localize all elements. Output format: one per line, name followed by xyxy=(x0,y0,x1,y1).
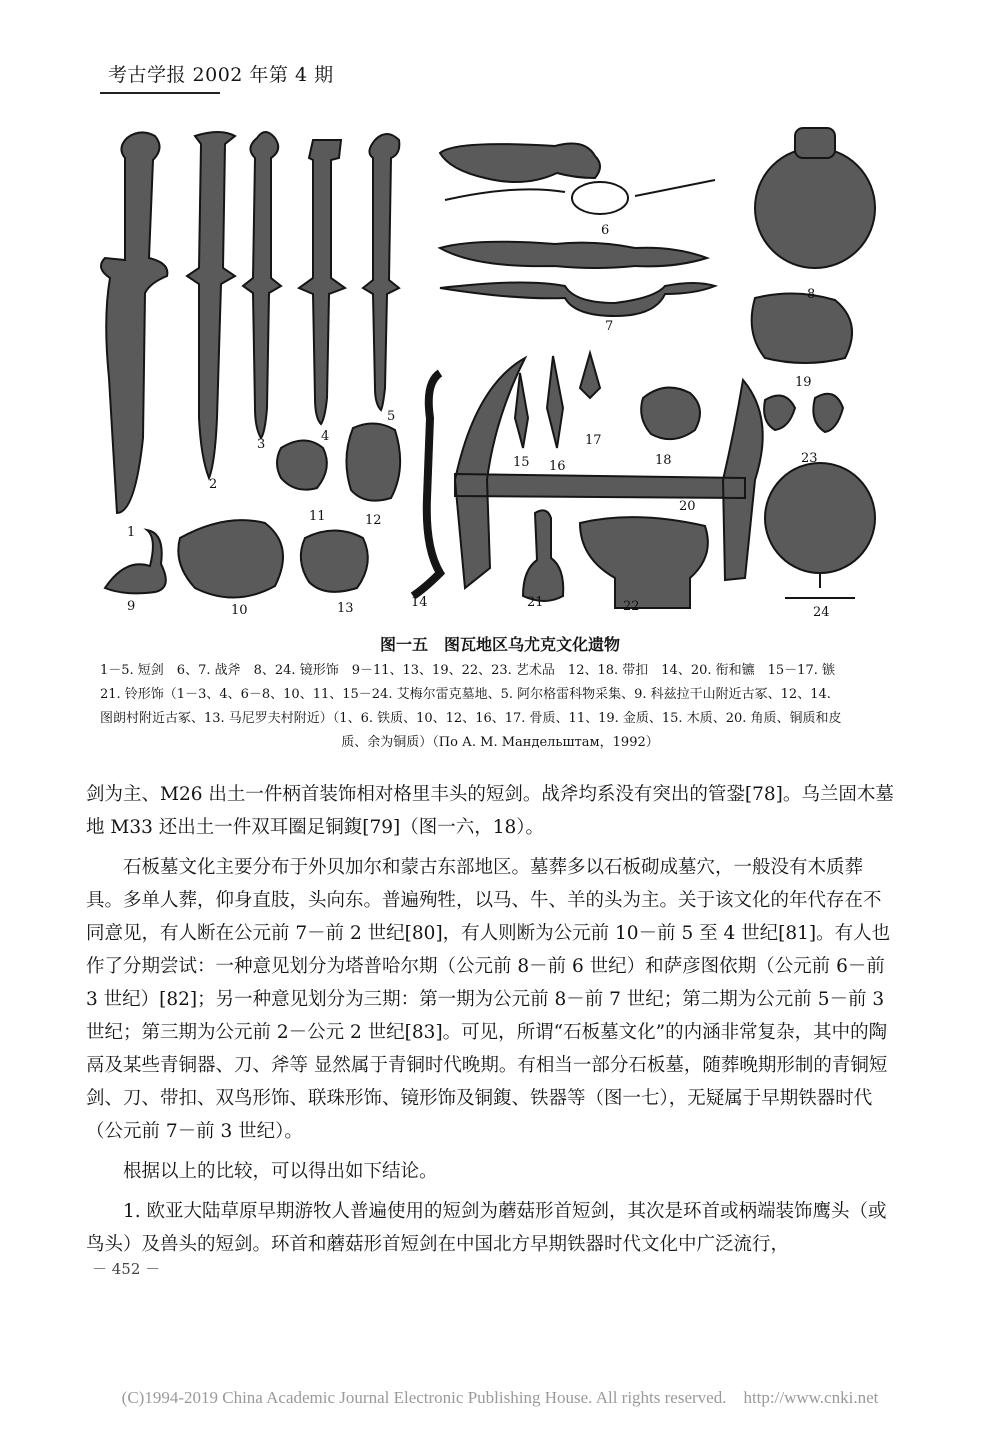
animal-11-drawing xyxy=(277,441,327,490)
bell-21-drawing xyxy=(523,510,563,601)
fig-label: 19 xyxy=(795,375,812,390)
fig-label: 1 xyxy=(127,525,136,540)
fig-label: 24 xyxy=(813,605,830,618)
fig-label: 16 xyxy=(549,459,566,474)
finial-22-drawing xyxy=(580,517,708,608)
fig-label: 9 xyxy=(127,599,136,614)
fig-label: 14 xyxy=(411,595,428,610)
dagger-5-drawing xyxy=(363,134,399,410)
fig-label: 21 xyxy=(527,595,544,610)
figure-caption xyxy=(100,659,900,755)
mirror-24-drawing xyxy=(765,463,875,573)
dagger-2-drawing xyxy=(187,132,235,478)
artifact-illustration xyxy=(95,118,895,618)
fig-label: 3 xyxy=(257,437,266,452)
axe-7-head-drawing xyxy=(440,282,715,316)
arrowhead-17-drawing xyxy=(580,353,600,398)
fig-label: 6 xyxy=(601,223,610,238)
fig-label: 8 xyxy=(807,287,816,302)
fig-label: 18 xyxy=(655,453,672,468)
paragraph: 石板墓文化主要分布于外贝加尔和蒙古东部地区。墓葬多以石板砌成墓穴，一般没有木质葬具。多单人葬，仰身直肢，头向东。普遍殉牲，以马、牛、羊的头为主。关于该文化的年代存在不同意见，有人断在公元前 7－前 2 世纪[80]，有人则断为公元前 10－前 5 至 4 世纪[81]。有人也作了分期尝试：一种意见划分为塔普哈尔期（公元前 8－前 6 世纪）和萨彦图依期（公元前 6－前 3 世纪）[82]；另一种意见划分为三期：第一期为公元前 8－前 7 世纪；第二期为公元前 5－前 3 世纪；第三期为公元前 2－公元 2 世纪[83]。可见，所谓“石板墓文化”的内涵非常复杂，其中的陶鬲及某些青铜器、刀、斧等 显然属于青铜时代晚期。有相当一部分石板墓，随葬晚期形制的青铜短剑、刀、带扣、双鸟形饰、联珠形饰、镜形饰及铜鍑、铁器等（图一七），无疑属于早期铁器时代（公元前 7－前 3 世纪）。 xyxy=(86,857,891,1142)
paragraph: 剑为主、M26 出土一件柄首装饰相对格里丰头的短剑。战斧均系没有突出的管銎[78]。乌兰固木墓地 M33 还出土一件双耳圈足铜鍑[79]（图一六，18）。 xyxy=(86,784,894,838)
page-number: － 452 － xyxy=(92,1260,161,1278)
dagger-3-drawing xyxy=(243,132,281,438)
fig-label: 15 xyxy=(513,455,530,470)
artifact-figure xyxy=(95,118,895,618)
bit-14-drawing xyxy=(413,373,440,596)
animal-heads-23-drawing xyxy=(764,394,843,432)
running-header: 考古学报 2002 年第 4 期 xyxy=(108,64,334,86)
body-text xyxy=(86,778,896,1261)
axe-7-drawing xyxy=(440,242,707,268)
fig-label: 10 xyxy=(231,603,248,618)
paragraph: 根据以上的比较，可以得出如下结论。 xyxy=(123,1161,438,1182)
fig-label: 11 xyxy=(309,509,326,524)
arrowhead-16-drawing xyxy=(547,356,563,448)
mirror-8-drawing xyxy=(755,148,875,268)
fig-label: 2 xyxy=(209,477,218,492)
fig-label: 20 xyxy=(679,499,696,514)
axe-6-drawing xyxy=(440,144,600,182)
fig-label: 7 xyxy=(605,319,614,334)
arrowhead-15-drawing xyxy=(515,373,528,448)
fig-label: 13 xyxy=(337,601,354,616)
fig-label: 17 xyxy=(585,433,602,448)
copyright-footer: (C)1994-2019 China Academic Journal Electronic Publishing House. All rights reserved. http://www.cnki.net xyxy=(121,1388,879,1407)
caption-line: 质、余为铜质）（По А. М. Мандельштам，1992） xyxy=(341,735,659,750)
fig-label: 5 xyxy=(387,409,396,424)
animal-13-drawing xyxy=(301,531,368,592)
caption-line: 图朗村附近古冢、13. 马尼罗夫村附近）（1、6. 铁质、10、12、16、17. 骨质、11、19. 金质、15. 木质、20. 角质、铜质和皮 xyxy=(100,711,842,726)
buckle-18-drawing xyxy=(641,388,700,440)
caption-line: 1－5. 短剑 6、7. 战斧 8、24. 镜形饰 9－11、13、19、22、23. 艺术品 12、18. 带扣 14、20. 衔和镳 15－17. 镞 xyxy=(100,663,835,678)
caption-line: 21. 铃形饰（1－3、4、6－8、10、11、15－24. 艾梅尔雷克墓地、5. 阿尔格雷科物采集、9. 科兹拉干山附近古冢、12、14. xyxy=(100,687,831,702)
fig-label: 22 xyxy=(623,599,640,614)
figure-caption-title: 图一五 图瓦地区乌尤克文化遗物 xyxy=(379,635,620,654)
fig-label: 4 xyxy=(321,429,330,444)
fig-label: 23 xyxy=(801,451,818,466)
paragraph: 1. 欧亚大陆草原早期游牧人普遍使用的短剑为蘑菇形首短剑，其次是环首或柄端装饰鹰头（或鸟头）及兽头的短剑。环首和蘑菇形首短剑在中国北方早期铁器时代文化中广泛流行， xyxy=(86,1201,887,1255)
header-rule xyxy=(100,92,220,94)
deer-9-drawing xyxy=(105,530,166,593)
fig-label: 12 xyxy=(365,513,382,528)
animal-plaque-10-drawing xyxy=(178,520,283,597)
dagger-1-drawing xyxy=(101,132,167,513)
plaque-19-drawing xyxy=(752,293,852,363)
dagger-4-drawing xyxy=(299,140,345,424)
buckle-12-drawing xyxy=(346,423,400,500)
